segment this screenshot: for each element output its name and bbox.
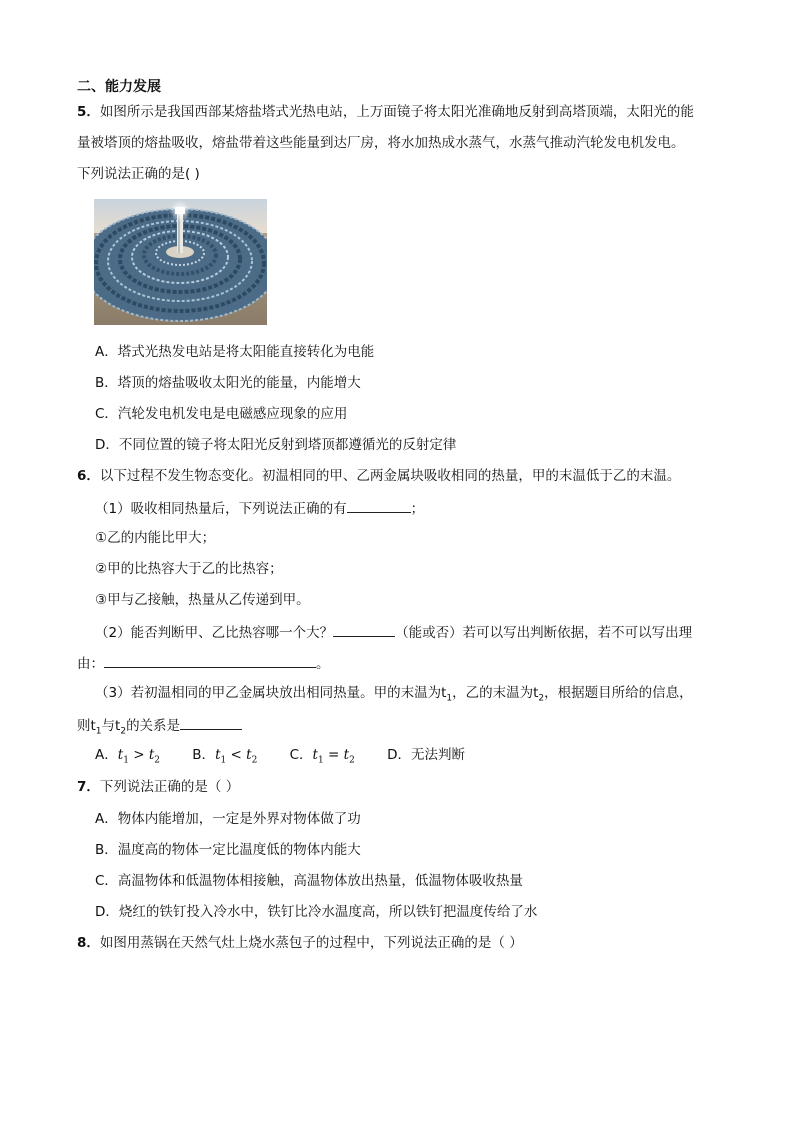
q5-line-1 [77, 103, 694, 121]
q7-option-c: C．高温物体和低温物体相接触，高温物体放出热量，低温物体吸收热量 [95, 873, 523, 889]
q5-number: 5． [77, 104, 100, 120]
q6-part-2 [95, 622, 692, 642]
q6-stem [77, 467, 680, 485]
q8-stem-text: 如图用蒸锅在天然气灶上烧水蒸包子的过程中，下列说法正确的是（ ） [99, 935, 523, 951]
q6-option-a-var-2: t [148, 747, 155, 763]
q6-option-b-relation: < [226, 747, 247, 763]
q8-number: 8． [77, 935, 100, 951]
q6-part-3-text-a: （3）若初温相同的甲乙金属块放出相同热量。甲的末温为t [95, 685, 447, 701]
q6-part-3-text-f: 的关系是 [126, 718, 181, 734]
q6-part-2-text-b: （能或否）若可以写出判断依据，若不可以写出理 [395, 625, 693, 641]
q6-option-b-sub-2: 2 [251, 755, 258, 766]
q6-option-a-label: A． [95, 747, 118, 763]
q6-part-3-text-e: 与t [101, 718, 121, 734]
q8-stem [77, 934, 523, 952]
q5-line-2: 量被塔顶的熔盐吸收，熔盐带着这些能量到达厂房，将水加热成水蒸气，水蒸气推动汽轮发电机发电。 [77, 135, 685, 151]
q6-item-1: ①乙的内能比甲大； [95, 530, 216, 546]
q6-part-1 [95, 498, 424, 518]
q6-option-b-sub-1: 1 [220, 755, 227, 766]
q6-part-3-text-b: ，乙的末温为t [452, 685, 539, 701]
q7-number: 7． [77, 779, 100, 795]
q6-part-3-sub-1: 1 [446, 693, 453, 704]
q6-part-3-sub-2: 2 [538, 693, 545, 704]
q6-item-2: ②甲的比热容大于乙的比热容； [95, 561, 283, 577]
q6-part-3-options [95, 746, 493, 770]
q6-part-1-blank[interactable] [347, 498, 411, 513]
q6-option-b-var-1: t [215, 747, 221, 763]
q6-option-a-sub-2: 2 [154, 755, 160, 766]
q6-part-3-text-d: 则t [77, 718, 96, 734]
q6-part-3-relation [77, 715, 242, 741]
q6-part-2-text-c: 由： [77, 656, 104, 672]
q7-stem-text: 下列说法正确的是（ ） [99, 779, 240, 795]
q7-option-b: B．温度高的物体一定比温度低的物体内能大 [95, 842, 361, 858]
q6-part-3 [95, 684, 693, 708]
q6-option-a-var-1: t [117, 747, 124, 763]
q5-text-1: 如图所示是我国西部某熔盐塔式光热电站，上万面镜子将太阳光准确地反射到高塔顶端，太阳光的能 [99, 104, 694, 120]
q6-option-a-sub-1: 1 [123, 755, 129, 766]
q5-option-b: B．塔顶的熔盐吸收太阳光的能量，内能增大 [95, 375, 361, 391]
q6-part-2-reason [77, 653, 330, 673]
q6-part-3-sub-4: 2 [120, 726, 127, 737]
q6-part-2-blank[interactable] [333, 622, 395, 637]
q7-option-a: A．物体内能增加，一定是外界对物体做了功 [95, 811, 361, 827]
q6-item-3: ③甲与乙接触，热量从乙传递到甲。 [95, 592, 310, 608]
q6-option-c-var-2: t [343, 747, 350, 763]
q6-option-a [95, 746, 160, 770]
q6-option-c [290, 746, 355, 770]
q6-option-c-sub-2: 2 [349, 755, 355, 766]
q6-part-3-sub-3: 1 [95, 726, 102, 737]
q6-part-3-blank[interactable] [180, 715, 242, 730]
q6-option-b [192, 746, 257, 770]
q5-option-c: C．汽轮发电机发电是电磁感应现象的应用 [95, 406, 348, 422]
section-title: 二、能力发展 [77, 79, 161, 95]
q6-option-c-label: C． [289, 747, 313, 763]
q6-stem-text: 以下过程不发生物态变化。初温相同的甲、乙两金属块吸收相同的热量，甲的末温低于乙的末温。 [99, 468, 681, 484]
q6-part-3-text-c: ，根据题目所给的信息， [544, 685, 693, 701]
q6-part-2-end: 。 [316, 656, 330, 672]
q5-option-a: A．塔式光热发电站是将太阳能直接转化为电能 [95, 344, 375, 360]
q6-part-1-end: ； [410, 501, 425, 517]
q6-number: 6． [77, 468, 100, 484]
q7-option-d: D．烧红的铁钉投入冷水中，铁钉比冷水温度高，所以铁钉把温度传给了水 [95, 904, 538, 920]
q6-part-1-text: （1）吸收相同热量后，下列说法正确的有 [95, 501, 347, 517]
q6-part-2-reason-blank[interactable] [104, 653, 316, 668]
q7-stem [77, 778, 239, 796]
q5-option-d: D．不同位置的镜子将太阳光反射到塔顶都遵循光的反射定律 [95, 437, 457, 453]
q6-part-2-text-a: （2）能否判断甲、乙比热容哪一个大？ [95, 625, 334, 641]
q6-option-b-label: B． [192, 747, 216, 763]
q6-option-c-var-1: t [312, 747, 318, 763]
solar-tower-photo [94, 199, 267, 325]
q6-option-c-sub-1: 1 [317, 755, 324, 766]
q6-option-d: D．无法判断 [387, 747, 465, 763]
q6-option-a-relation: > [128, 747, 149, 763]
q5-line-3: 下列说法正确的是( ) [77, 166, 200, 182]
q6-option-c-relation: = [323, 747, 344, 763]
q6-option-b-var-2: t [246, 747, 252, 763]
